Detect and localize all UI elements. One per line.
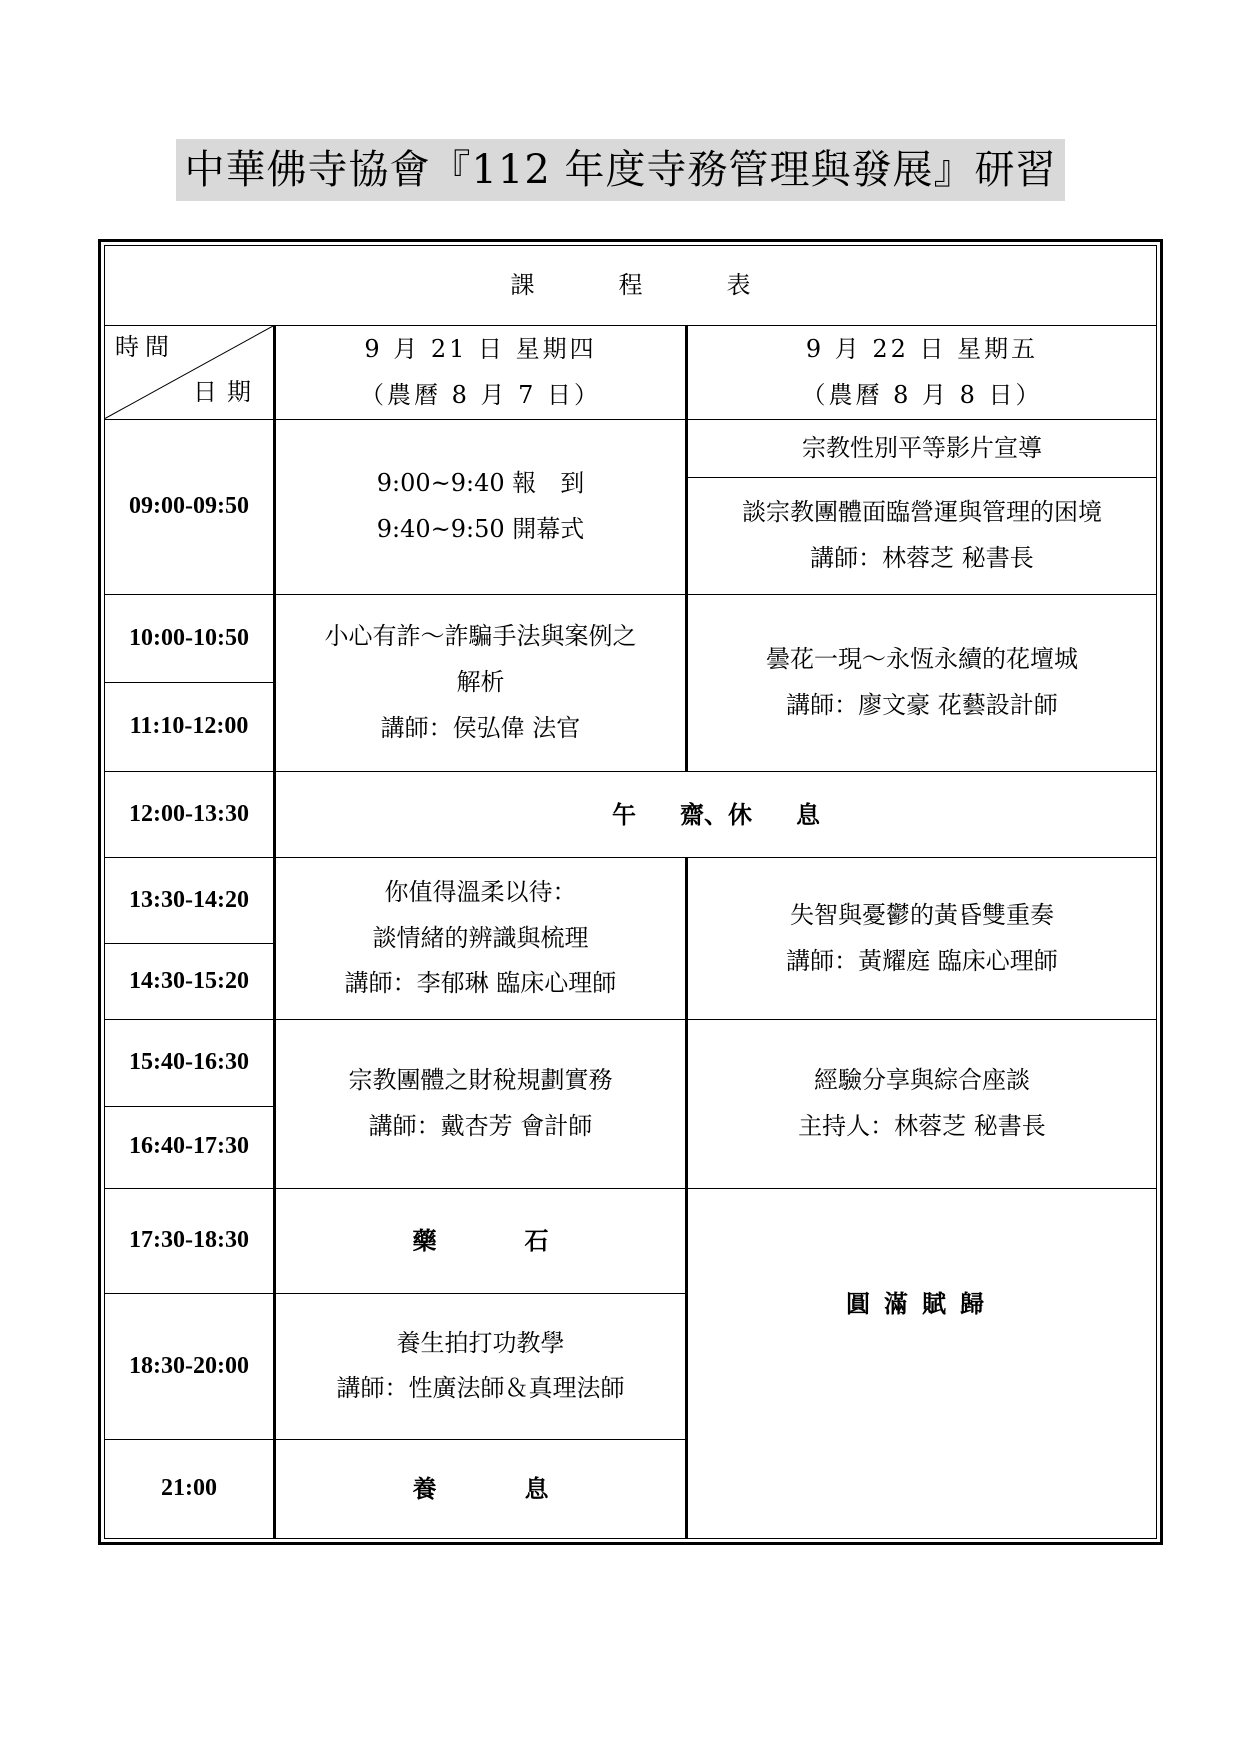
time-cell: 10:00-10:50 [105, 594, 275, 682]
session-speaker: 講師：李郁琳 臨床心理師 [344, 969, 617, 998]
time-cell: 11:10-12:00 [105, 683, 275, 771]
day1-rest [275, 1440, 687, 1539]
closing-text: 圓滿賦歸 [846, 1288, 998, 1318]
page-title: 中華佛寺協會『112 年度寺務管理與發展』研習 [176, 139, 1064, 201]
lunch-char: 午 [612, 799, 636, 829]
day1-date: 9 月 21 日 星期四 [364, 335, 597, 364]
session-speaker: 講師：林蓉芝 秘書長 [810, 544, 1034, 573]
session-speaker: 講師：侯弘偉 法官 [380, 713, 581, 742]
session-title: 你值得溫柔以待： [384, 878, 577, 907]
day1-session-health [275, 1293, 687, 1440]
session-title: 失智與憂鬱的黃昏雙重奏 [790, 901, 1054, 930]
day1-session-opening [275, 419, 687, 594]
corner-cell [105, 326, 275, 420]
schedule-frame [98, 239, 1163, 1545]
day2-date: 9 月 22 日 星期五 [805, 335, 1039, 364]
session-speaker: 講師：性廣法師＆真理法師 [336, 1374, 625, 1403]
time-cell: 12:00-13:30 [105, 771, 275, 857]
time-cell: 15:40-16:30 [105, 1020, 275, 1106]
header-char: 程 [618, 270, 643, 299]
day1-header [275, 326, 687, 420]
day2-session-gender: 宗教性別平等影片宣導 [687, 419, 1157, 477]
table-header-row [105, 246, 1157, 326]
dinner-char: 石 [524, 1225, 549, 1255]
table-row [105, 1189, 1157, 1294]
day1-session-emotion [275, 858, 687, 1020]
date-row [105, 326, 1157, 420]
table-row [105, 594, 1157, 682]
session-host: 主持人：林蓉芝 秘書長 [798, 1112, 1046, 1141]
header-char: 表 [726, 270, 751, 299]
table-row [105, 858, 1157, 943]
session-speaker: 講師：廖文豪 花藝設計師 [786, 690, 1058, 719]
day2-session-flower [687, 594, 1157, 771]
rest-char: 養 [412, 1474, 437, 1504]
registration-text: 9:00~9:40 報 到 [376, 469, 585, 498]
day1-dinner [275, 1189, 687, 1294]
opening-text: 9:40~9:50 開幕式 [376, 514, 585, 543]
session-title: 談情緒的辨識與梳理 [372, 923, 589, 952]
table-row [105, 771, 1157, 857]
lunch-char: 齋、休 [680, 799, 752, 829]
session-title: 養生拍打功教學 [396, 1328, 565, 1357]
session-speaker: 講師：戴杏芳 會計師 [368, 1112, 593, 1141]
day1-lunar: （農曆 8 月 7 日） [359, 380, 602, 409]
time-cell: 18:30-20:00 [105, 1293, 275, 1440]
day1-session-fraud [275, 594, 687, 771]
dinner-char: 藥 [412, 1225, 437, 1255]
table-row [105, 1020, 1157, 1106]
time-cell: 21:00 [105, 1440, 275, 1539]
session-title: 宗教團體之財稅規劃實務 [348, 1066, 613, 1095]
day1-session-tax [275, 1020, 687, 1189]
day2-lunar: （農曆 8 月 8 日） [801, 380, 1043, 409]
day2-closing [687, 1189, 1157, 1539]
table-header [105, 246, 1157, 326]
time-cell: 17:30-18:30 [105, 1189, 275, 1294]
day2-session-management [687, 478, 1157, 595]
day2-session-dementia [687, 858, 1157, 1020]
lunch-char: 息 [796, 799, 820, 829]
time-cell: 16:40-17:30 [105, 1106, 275, 1188]
time-cell: 13:30-14:20 [105, 858, 275, 943]
table-row [105, 419, 1157, 477]
session-title: 小心有詐～詐騙手法與案例之 [324, 622, 637, 651]
lunch-break [275, 771, 1157, 857]
corner-date-label: 日期 [193, 377, 261, 406]
session-title: 解析 [456, 668, 505, 697]
session-title: 談宗教團體面臨營運與管理的困境 [742, 498, 1102, 527]
corner-time-label: 時間 [115, 333, 175, 362]
day2-header [687, 326, 1157, 420]
rest-char: 息 [524, 1474, 549, 1504]
title-wrapper [0, 139, 1241, 201]
schedule-table [104, 245, 1157, 1539]
session-title: 經驗分享與綜合座談 [814, 1066, 1030, 1095]
session-title: 曇花一現～永恆永續的花壇城 [766, 645, 1078, 674]
day2-session-panel [687, 1020, 1157, 1189]
time-cell: 09:00-09:50 [105, 419, 275, 594]
session-speaker: 講師：黃耀庭 臨床心理師 [786, 946, 1058, 975]
header-char: 課 [510, 270, 535, 299]
time-cell: 14:30-15:20 [105, 943, 275, 1019]
